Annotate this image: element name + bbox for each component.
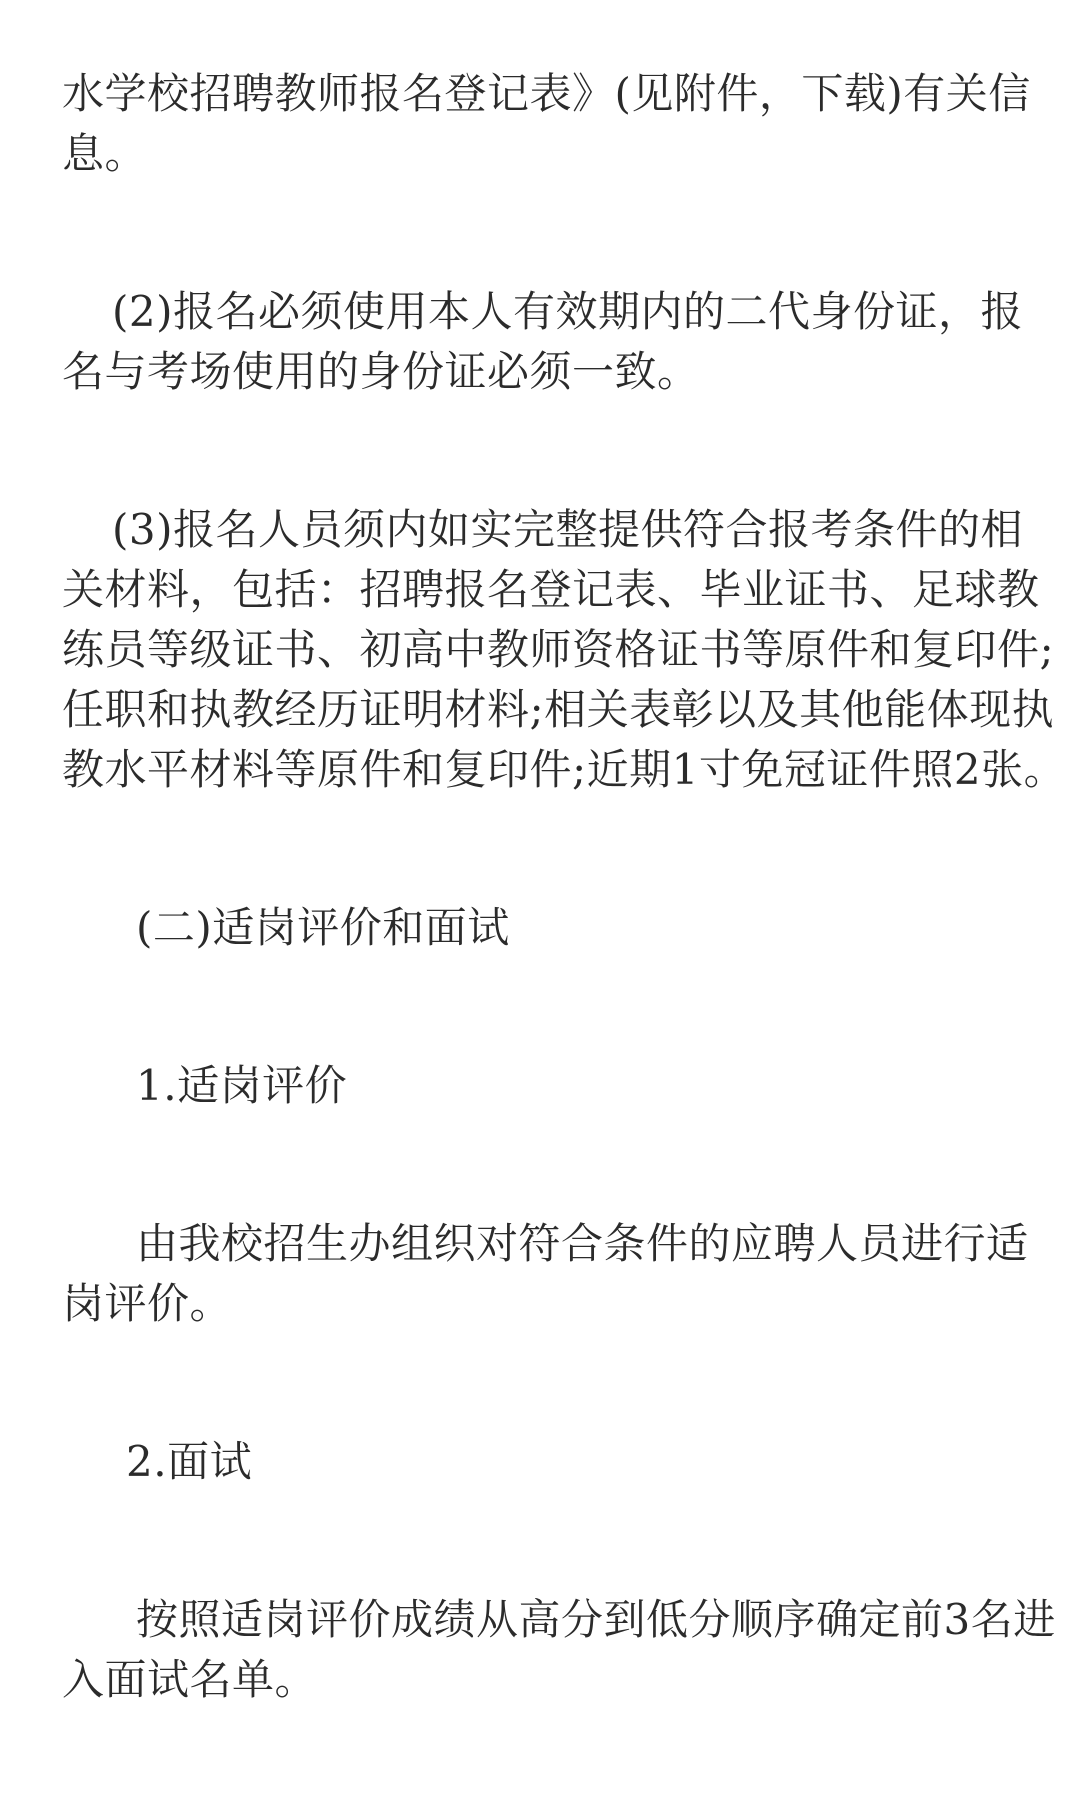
subsection-2-body-line-1: 按照适岗评价成绩从高分到低分顺序确定前3名进	[136, 1595, 1056, 1644]
subsection-2-heading: 2.面试	[126, 1437, 253, 1486]
section-2-heading: (二)适岗评价和面试	[136, 903, 510, 952]
subsection-1-body-line-2: 岗评价。	[62, 1279, 233, 1328]
item-3-line-2: 关材料，包括：招聘报名登记表、毕业证书、足球教	[62, 565, 1040, 614]
intro-line-1: 水学校招聘教师报名登记表》(见附件，下载)有关信	[62, 69, 1031, 118]
intro-line-2: 息。	[62, 129, 148, 178]
item-3-line-1: (3)报名人员须内如实完整提供符合报考条件的相	[112, 505, 1023, 554]
subsection-1-body-line-1: 由我校招生办组织对符合条件的应聘人员进行适	[136, 1219, 1029, 1268]
subsection-2-body-line-2: 入面试名单。	[62, 1655, 318, 1704]
item-3-line-3: 练员等级证书、初高中教师资格证书等原件和复印件;	[62, 625, 1055, 674]
item-3-line-4: 任职和执教经历证明材料;相关表彰以及其他能体现执	[62, 685, 1055, 734]
item-2-line-1: (2)报名必须使用本人有效期内的二代身份证，报	[112, 287, 1023, 336]
subsection-1-heading: 1.适岗评价	[136, 1061, 348, 1110]
item-3-line-5: 教水平材料等原件和复印件;近期1寸免冠证件照2张。	[62, 745, 1067, 794]
item-2-line-2: 名与考场使用的身份证必须一致。	[62, 347, 700, 396]
